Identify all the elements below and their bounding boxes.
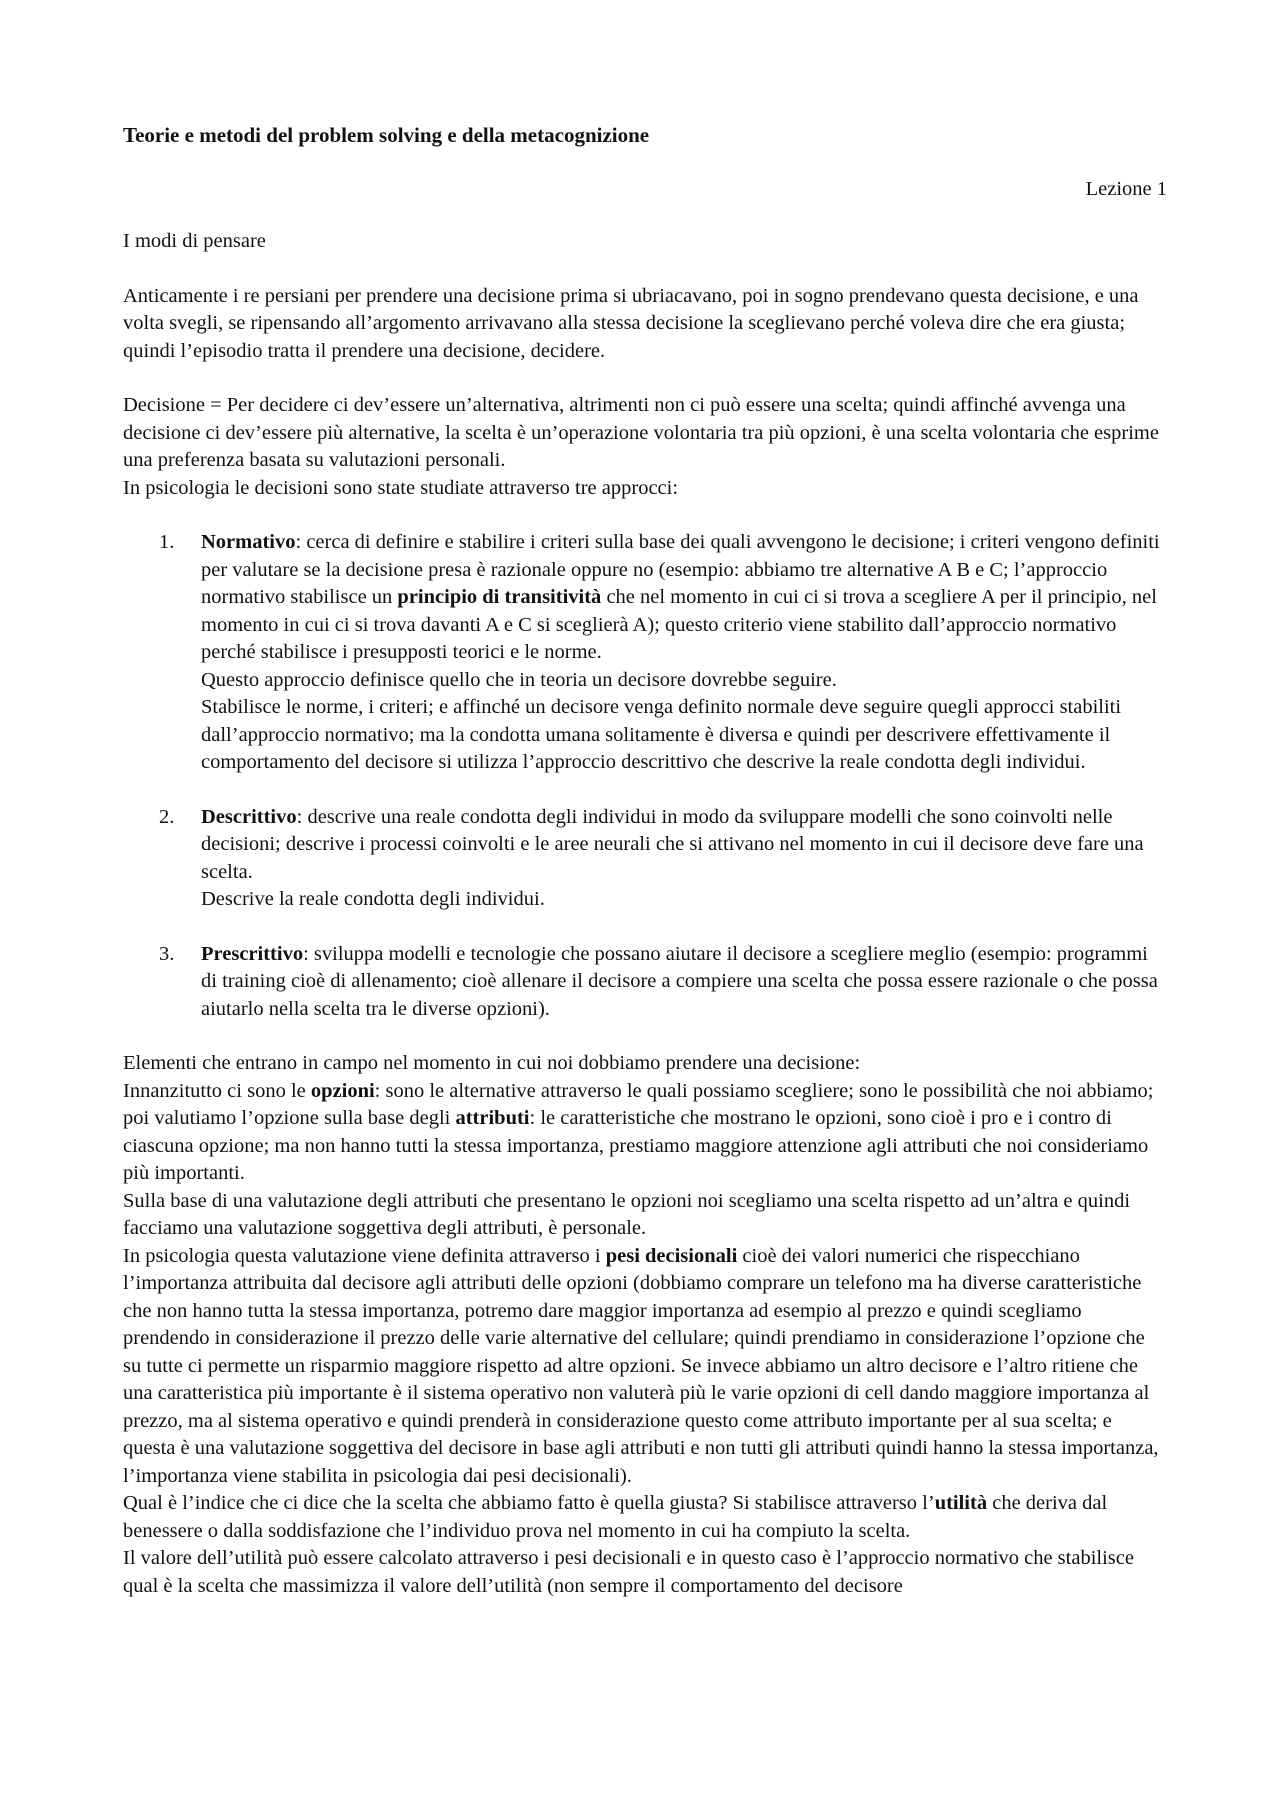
lesson-label: Lezione 1	[1085, 178, 1167, 200]
list-item	[123, 941, 1167, 1024]
bold-term: pesi decisionali	[605, 1244, 738, 1267]
list-item-line: Stabilisce le norme, i criteri; e affinché un decisore venga definito normale deve seguire quegli approcci stabiliti dall’approccio normativo; ma la condotta umana solitamente è diversa e quindi per descrivere effettivamente il comportamento del decisore si utilizza l’approccio descrittivo che descrive la reale condotta degli individui.	[201, 696, 1122, 773]
list-item-term: Prescrittivo	[201, 942, 304, 965]
list-item-number: 1.	[159, 531, 175, 553]
bold-term: utilità	[934, 1492, 988, 1514]
bold-term: principio di transitività	[397, 586, 602, 608]
elements-paragraph-3: Sulla base di una valutazione degli attributi che presentano le opzioni noi scegliamo una scelta rispetto ad un’altra e quindi facciamo una valutazione soggettiva degli attributi, è personale.	[123, 1189, 1131, 1239]
list-item	[123, 804, 1167, 914]
bold-term: opzioni	[310, 1079, 375, 1102]
document-title: Teorie e metodi del problem solving e della metacognizione	[123, 123, 650, 147]
elements-paragraph-1: Elementi che entrano in campo nel momento in cui noi dobbiamo prendere una decisione:	[123, 1052, 861, 1074]
bold-term: attributi	[455, 1107, 530, 1129]
list-item-number: 2.	[159, 805, 175, 828]
intro-paragraph-2: Decisione = Per decidere ci dev’essere un’alternativa, altrimenti non ci può essere una scelta; quindi affinché avvenga una decisione ci dev’essere più alternative, la scelta è un’operazione volontaria tra più opzioni, è una scelta volontaria che esprime una preferenza basata su valutazioni personali.	[123, 394, 1159, 471]
intro-paragraph-1: Anticamente i re persiani per prendere una decisione prima si ubriacavano, poi in sogno prendevano questa decisione, e una volta svegli, se ripensando all’argomento arrivavano alla stessa decisione la sceglievano perché voleva dire che era giusta; quindi l’episodio tratta il prendere una decisione, decidere.	[123, 284, 1139, 362]
intro-paragraph-3: In psicologia le decisioni sono state studiate attraverso tre approcci:	[123, 476, 679, 499]
list-item-line: Questo approccio definisce quello che in teoria un decisore dovrebbe seguire.	[201, 668, 837, 691]
list-item-term: Normativo	[201, 531, 296, 553]
list-item-number: 3.	[159, 942, 175, 965]
section-heading: I modi di pensare	[123, 230, 266, 252]
list-item-text: Normativo: cerca di definire e stabilire i criteri sulla base dei quali avvengono le decisione; i criteri vengono definiti per valutare se la decisione presa è razionale oppure no (esempio: abbiamo tre alternative A B e C; l’approccio normativo stabilisce un principio di transitività che nel momento in cui ci si trova a scegliere A per il principio, nel momento in cui ci si trova davanti A e C si sceglierà A); questo criterio viene stabilito dall’approccio normativo perché stabilisce i presupposti teorici e le norme.	[201, 531, 1160, 663]
elements-paragraph-5: Qual è l’indice che ci dice che la scelta che abbiamo fatto è quella giusta? Si stabilisce attraverso l’utilità che deriva dal benessere o dalla soddisfazione che l’individuo prova nel momento in cui ha compiuto la scelta.	[123, 1492, 1108, 1542]
approaches-list	[123, 529, 1167, 1023]
list-item-text: Descrittivo: descrive una reale condotta degli individui in modo da sviluppare modelli che sono coinvolti nelle decisioni; descrive i processi coinvolti e le aree neurali che si attivano nel momento in cui il decisore deve fare una scelta.	[201, 805, 1144, 883]
elements-paragraph-6: Il valore dell’utilità può essere calcolato attraverso i pesi decisionali e in questo caso è l’approccio normativo che stabilisce qual è la scelta che massimizza il valore dell’utilità (non sempre il comportamento del decisore	[123, 1547, 1134, 1597]
elements-paragraph-2: Innanzitutto ci sono le opzioni: sono le alternative attraverso le quali possiamo scegliere; sono le possibilità che noi abbiamo; poi valutiamo l’opzione sulla base degli attributi: le caratteristiche che mostrano le opzioni, sono cioè i pro e i contro di ciascuna opzione; ma non hanno tutti la stessa importanza, prestiamo maggiore attenzione agli attributi che noi consideriamo più importanti.	[123, 1079, 1154, 1184]
list-item-line: Descrive la reale condotta degli individui.	[201, 888, 545, 910]
list-item	[123, 529, 1167, 777]
document-page	[123, 120, 1167, 1600]
list-item-term: Descrittivo	[201, 805, 297, 828]
elements-paragraph-4: In psicologia questa valutazione viene definita attraverso i pesi decisionali cioè dei valori numerici che rispecchiano l’importanza attribuita dal decisore agli attributi delle opzioni (dobbiamo comprare un telefono ma ha diverse caratteristiche che non hanno tutta la stessa importanza, potremo dare maggior importanza ad esempio al prezzo e quindi scegliamo prendendo in considerazione il prezzo delle varie alternative del cellulare; quindi prendiamo in considerazione l’opzione che su tutte ci permette un risparmio maggiore rispetto ad altre opzioni. Se invece abbiamo un altro decisore e l’altro ritiene che una caratteristica più importante è il sistema operativo non valuterà più le varie opzioni di cell dando maggiore importanza al prezzo, ma al sistema operativo e quindi prenderà in considerazione questo come attributo importante per al sua scelta; e questa è una valutazione soggettiva del decisore in base agli attributi e non tutti gli attributi quindi hanno la stessa importanza, l’importanza viene stabilita in psicologia dai pesi decisionali).	[123, 1244, 1159, 1487]
list-item-text: Prescrittivo: sviluppa modelli e tecnologie che possano aiutare il decisore a scegliere meglio (esempio: programmi di training cioè di allenamento; cioè allenare il decisore a compiere una scelta che possa essere razionale o che possa aiutarlo nella scelta tra le diverse opzioni).	[201, 942, 1158, 1020]
